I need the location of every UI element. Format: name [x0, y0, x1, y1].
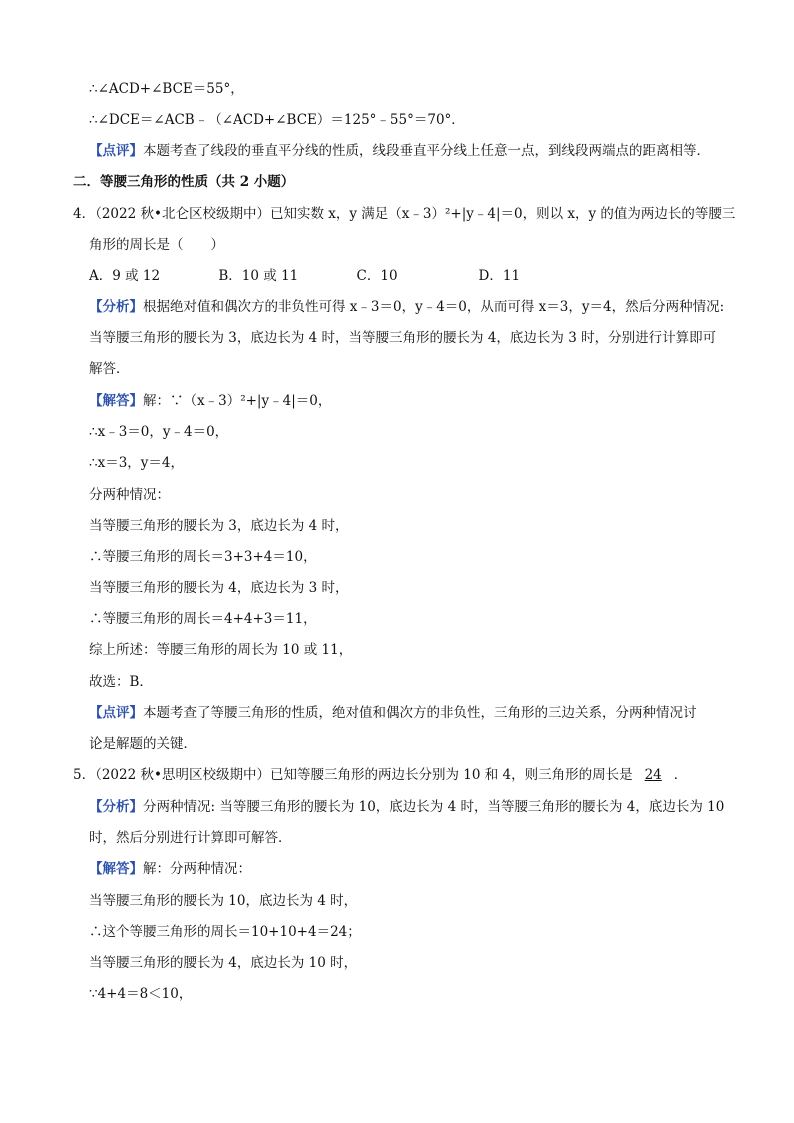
analysis-line: 【分析】分两种情况: 当等腰三角形的腰长为 10，底边长为 4 时，当等腰三角形的腰长为 4，底边长为 10 — [89, 799, 725, 815]
text-line: 当等腰三角形的腰长为 4，底边长为 10 时， — [89, 955, 358, 971]
text-line: 故选：B． — [89, 674, 153, 690]
text-line: 当等腰三角形的腰长为 10，底边长为 4 时， — [89, 893, 358, 909]
text-line: ∴x﹣3＝0，y﹣4＝0， — [89, 424, 229, 440]
text-line: 论是解题的关键． — [89, 736, 197, 752]
text-line: 角形的周长是（ ） — [89, 237, 224, 253]
text-line: 分两种情况： — [89, 487, 170, 503]
solution-line: 【解答】解：∵（x﹣3）²+|y﹣4|＝0， — [89, 393, 332, 409]
comment-tag: 【点评】 — [89, 705, 143, 721]
text-line: ∴等腰三角形的周长＝3+3+4＝10， — [89, 549, 317, 565]
text-line: 当等腰三角形的腰长为 3，底边长为 4 时，当等腰三角形的腰长为 4，底边长为 3 时，分别进行计算即可 — [89, 330, 717, 346]
text-line: ∴等腰三角形的周长＝4+4+3＝11， — [89, 611, 317, 627]
analysis-tag: 【分析】 — [89, 299, 143, 315]
analysis-tag: 【分析】 — [89, 799, 143, 815]
question-4: 4．（2022 秋•北仑区校级期中）已知实数 x，y 满足（x﹣3）²+|y﹣4|＝0，则以 x，y 的值为两边长的等腰三 — [73, 206, 736, 222]
solution-line: 【解答】解：分两种情况： — [89, 861, 251, 877]
text-line: 当等腰三角形的腰长为 4，底边长为 3 时， — [89, 580, 349, 596]
section-heading: 二．等腰三角形的性质（共 2 小题） — [73, 174, 295, 190]
text-line: 时，然后分别进行计算即可解答． — [89, 830, 292, 846]
answer-options: A．9 或 12 B．10 或 11 C．10 D．11 — [89, 268, 521, 284]
answer-blank: 24 — [644, 767, 662, 783]
text-line: 综上所述：等腰三角形的周长为 10 或 11， — [89, 642, 353, 658]
solution-tag: 【解答】 — [89, 393, 143, 409]
text-line: 解答． — [89, 361, 130, 377]
solution-tag: 【解答】 — [89, 861, 143, 877]
comment-tag: 【点评】 — [89, 143, 143, 159]
text-line: 当等腰三角形的腰长为 3，底边长为 4 时， — [89, 518, 349, 534]
text-line: ∴x＝3，y＝4， — [89, 455, 185, 471]
comment-line: 【点评】本题考查了线段的垂直平分线的性质，线段垂直平分线上任意一点，到线段两端点的距离相等． — [89, 143, 710, 159]
question-5: 5．（2022 秋•思明区校级期中）已知等腰三角形的两边长分别为 10 和 4，则三角形的周长是 24 ． — [73, 767, 688, 783]
text-line: ∴∠ACD+∠BCE＝55°， — [89, 81, 244, 97]
text-line: ∴这个等腰三角形的周长＝10+10+4＝24； — [89, 924, 361, 940]
comment-line: 【点评】本题考查了等腰三角形的性质，绝对值和偶次方的非负性，三角形的三边关系，分两种情况讨 — [89, 705, 697, 721]
text-line: ∴∠DCE＝∠ACB﹣（∠ACD+∠BCE）＝125°﹣55°＝70°． — [89, 112, 465, 128]
text-line: ∵4+4＝8＜10， — [89, 986, 193, 1002]
analysis-line: 【分析】根据绝对值和偶次方的非负性可得 x﹣3＝0，y﹣4＝0，从而可得 x＝3，y＝4，然后分两种情况: — [89, 299, 725, 315]
